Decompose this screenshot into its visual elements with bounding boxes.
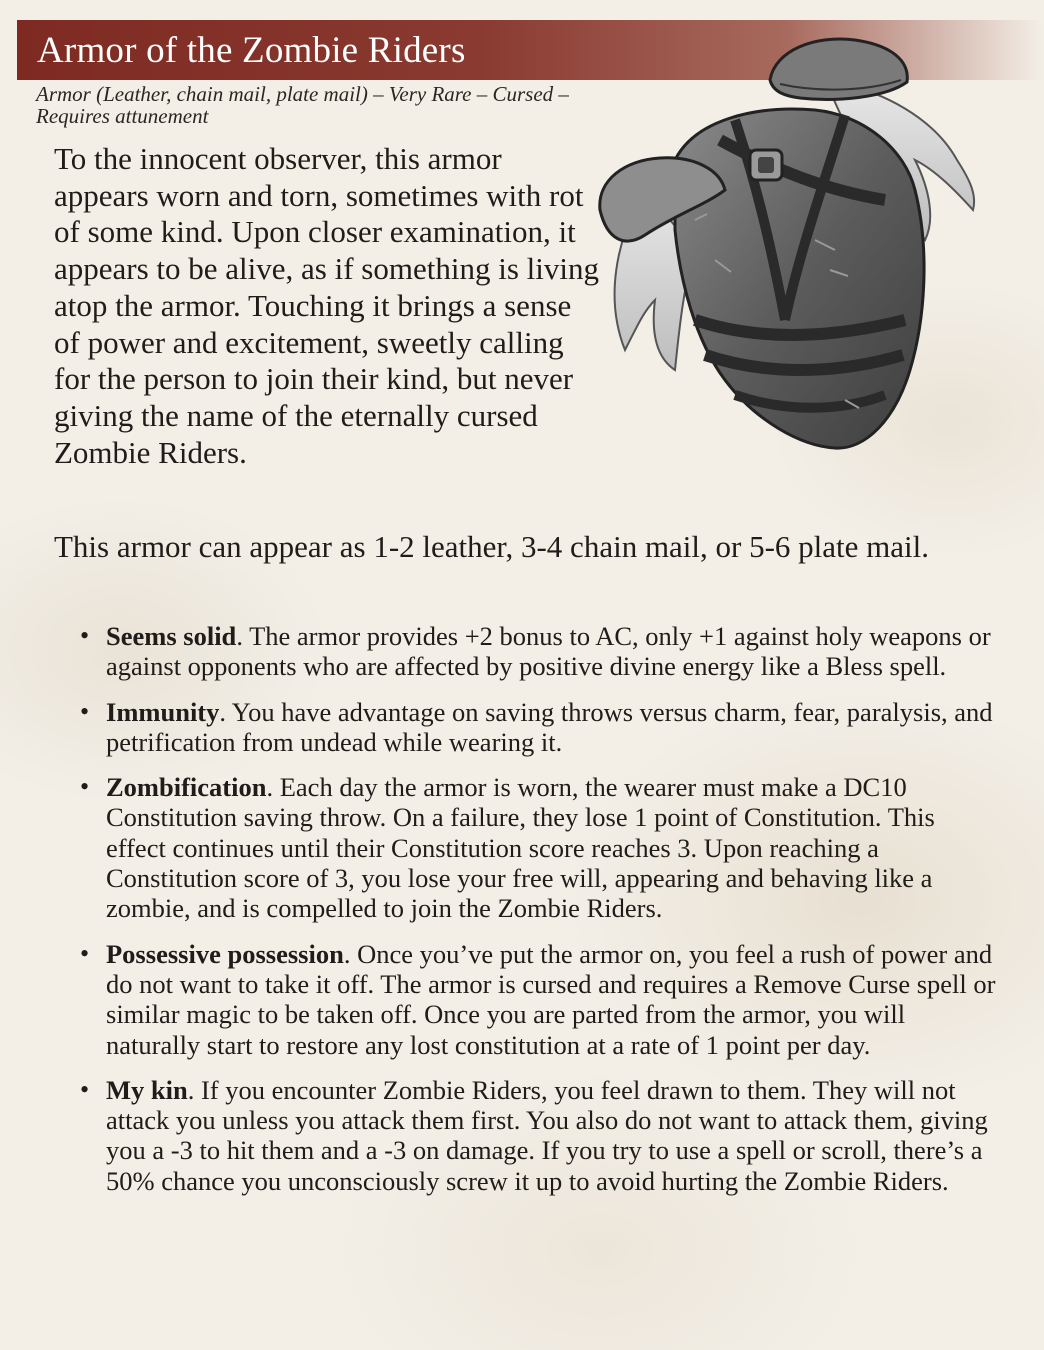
item-subtitle: Armor (Leather, chain mail, plate mail) – Very Rare – Cursed – Requires attunement xyxy=(36,82,569,128)
feature-text: . You have advantage on saving throws versus charm, fear, paralysis, and petrification from undead while wearing it. xyxy=(106,696,993,757)
list-item xyxy=(80,697,998,758)
bullet-icon: • xyxy=(80,621,90,650)
feature-list xyxy=(80,621,998,1211)
bullet-icon: • xyxy=(80,1074,90,1104)
feature-name: Zombification xyxy=(106,772,267,803)
bullet-icon: • xyxy=(80,938,90,968)
variants-paragraph: This armor can appear as 1-2 leather, 3-4 chain mail, or 5-6 plate mail. xyxy=(54,529,930,564)
intro-paragraph: To the innocent observer, this armor appears worn and torn, sometimes with rot of some kind. Upon closer examination, it appears to be alive, as if something is living atop the armor. Touching it brings a sense of power and excitement, sweetly calling for the person to join their kind, but never giving the name of the eternally cursed Zombie Riders. xyxy=(54,141,599,470)
feature-name: Immunity xyxy=(106,696,220,727)
feature-text: . The armor provides +2 bonus to AC, only +1 against holy weapons or against opponents who are affected by positive divine energy like a Bless spell. xyxy=(106,621,991,682)
list-item xyxy=(80,772,998,923)
page-title: Armor of the Zombie Riders xyxy=(37,30,466,71)
bullet-icon: • xyxy=(80,772,90,802)
feature-text: . Each day the armor is worn, the wearer must make a DC10 Constitution saving throw. On a failure, they lose 1 point of Constitution. This effect continues until their Constitution score reaches 3. Upon reaching a Constitution score of 3, you lose your free will, appearing and behaving like a zombie, and is compelled to join the Zombie Riders. xyxy=(106,772,935,924)
list-item xyxy=(80,621,998,682)
zombie-armor-illustration xyxy=(585,20,1005,460)
list-item xyxy=(80,1075,998,1196)
bullet-icon: • xyxy=(80,696,90,726)
feature-name: Seems solid xyxy=(106,621,237,651)
feature-text: . Once you’ve put the armor on, you feel a rush of power and do not want to take it off. The armor is cursed and requires a Remove Curse spell or similar magic to be taken off. Once you are parted from the armor, you will naturally start to restore any lost constitution at a rate of 1 point per day. xyxy=(106,938,996,1060)
feature-name: Possessive possession xyxy=(106,938,344,969)
feature-name: My kin xyxy=(106,1074,188,1105)
feature-text: . If you encounter Zombie Riders, you feel drawn to them. They will not attack you unless you attack them first. You also do not want to attack them, giving you a -3 to hit them and a -3 on damage. If you try to use a spell or scroll, there’s a 50% chance you unconsciously screw it up to avoid hurting the Zombie Riders. xyxy=(106,1074,988,1196)
list-item xyxy=(80,939,998,1060)
